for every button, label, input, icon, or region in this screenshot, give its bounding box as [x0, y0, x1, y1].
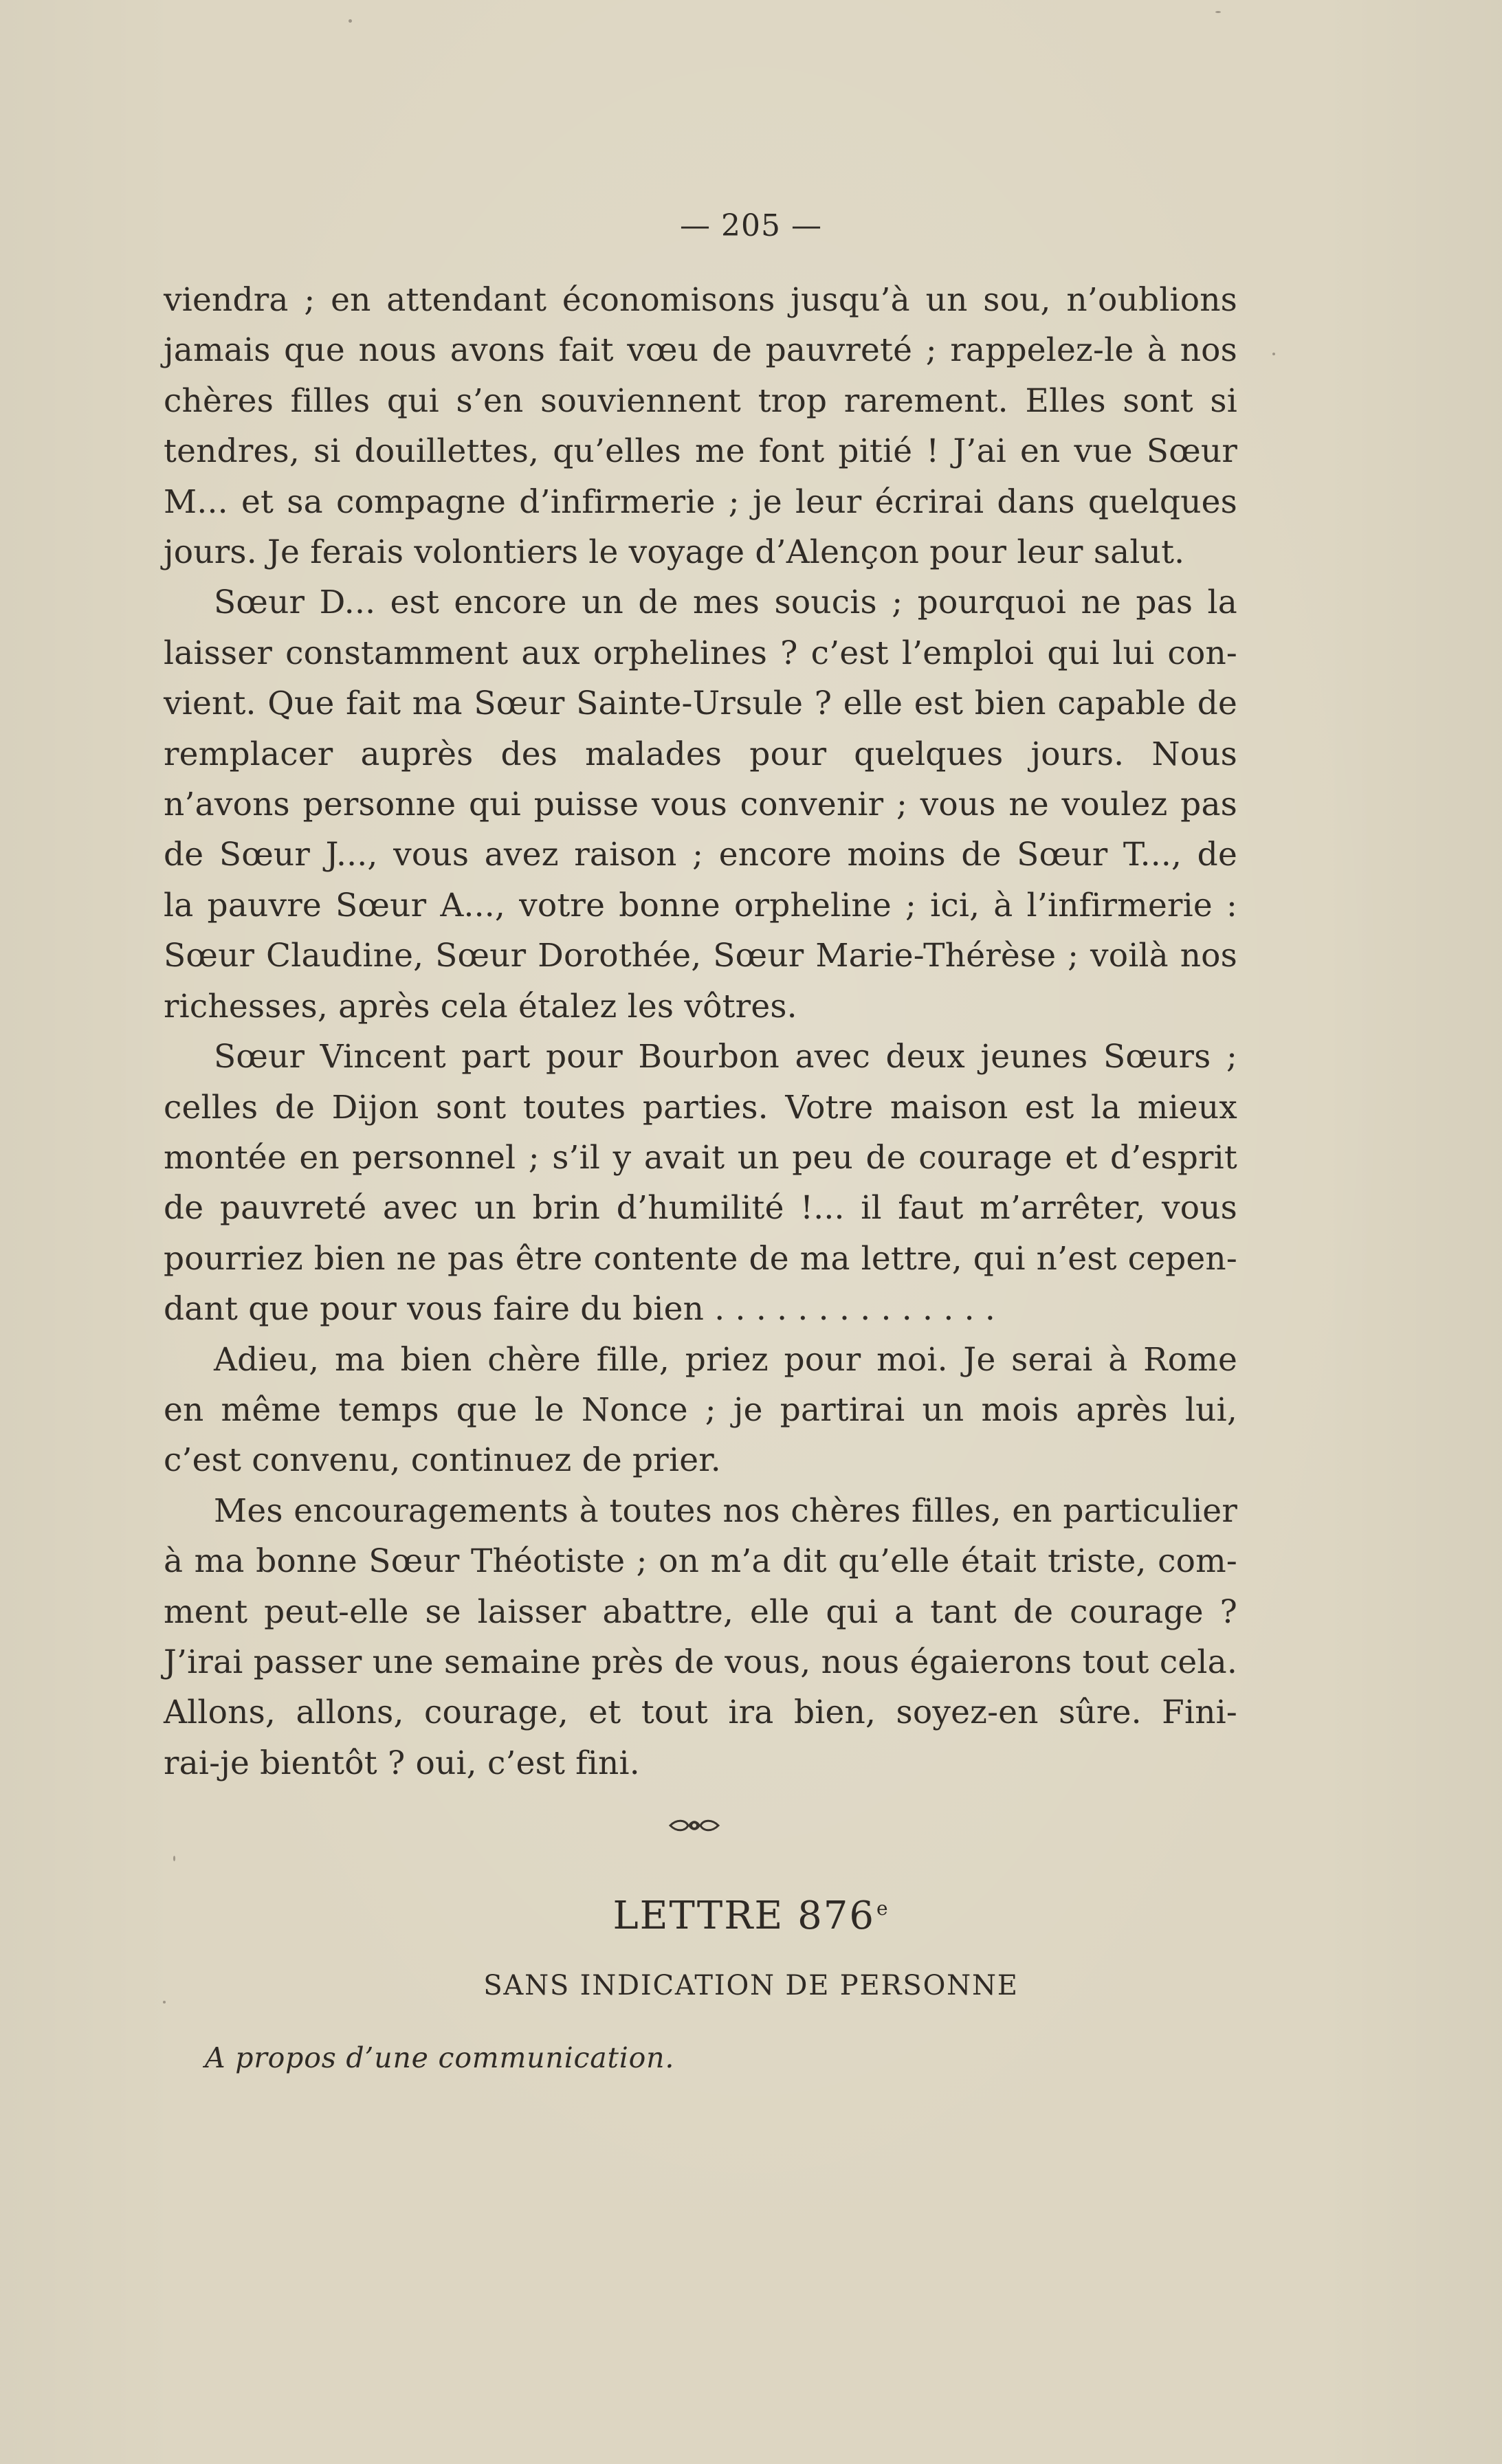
body-line-13: la pauvre Sœur A..., votre bonne orpheline ; ici, à l’infirmerie : [164, 886, 1237, 924]
body-line-22: Adieu, ma bien chère fille, priez pour moi. Je serai à Rome [214, 1340, 1237, 1379]
body-line-18: montée en personnel ; s’il y avait un peu de courage et d’esprit [164, 1138, 1237, 1177]
body-line-6: jours. Je ferais volontiers le voyage d’Alençon pour leur salut. [164, 533, 1185, 572]
body-line-11: n’avons personne qui puisse vous convenir ; vous ne voulez pas [164, 786, 1237, 824]
body-line-7: Sœur D... est encore un de mes soucis ; pourquoi ne pas la [214, 584, 1237, 622]
page-number: — 205 — [680, 208, 822, 243]
body-line-27: ment peut-elle se laisser abattre, elle qui a tant de courage ? [164, 1592, 1237, 1631]
body-line-15: richesses, après cela étalez les vôtres. [164, 987, 797, 1025]
letter-subtitle: SANS INDICATION DE PERSONNE [483, 1970, 1019, 2001]
letter-body [164, 275, 1237, 1788]
body-line-23: en même temps que le Nonce ; je partirai un mois après lui, [164, 1390, 1237, 1429]
body-line-25: Mes encouragements à toutes nos chères filles, en particulier [214, 1491, 1237, 1530]
body-line-30: rai-je bientôt ? oui, c’est fini. [164, 1744, 640, 1782]
body-line-4: tendres, si douillettes, qu’elles me font pitié ! J’ai en vue Sœur [164, 432, 1237, 471]
body-line-29: Allons, allons, courage, et tout ira bien, soyez-en sûre. Fini- [164, 1694, 1237, 1732]
body-line-8: laisser constamment aux orphelines ? c’est l’emploi qui lui con- [164, 634, 1237, 672]
body-line-10: remplacer auprès des malades pour quelques jours. Nous [164, 735, 1237, 773]
body-line-20: pourriez bien ne pas être contente de ma lettre, qui n’est cepen- [164, 1239, 1237, 1278]
body-line-2: jamais que nous avons fait vœu de pauvreté ; rappelez-le à nos [164, 331, 1237, 370]
body-line-9: vient. Que fait ma Sœur Sainte-Ursule ? elle est bien capable de [164, 685, 1237, 723]
letter-title-text: LETTRE 876 [612, 1894, 875, 1938]
letter-title [0, 1894, 1502, 1938]
body-line-3: chères filles qui s’en souviennent trop rarement. Elles sont si [164, 381, 1237, 420]
body-line-26: à ma bonne Sœur Théotiste ; on m’a dit qu’elle était triste, com- [164, 1542, 1237, 1581]
body-line-5: M... et sa compagne d’infirmerie ; je leur écrirai dans quelques [164, 482, 1237, 521]
paper-speck [173, 1856, 175, 1861]
letter-subject: A propos d’une communication. [205, 2041, 675, 2074]
body-line-16: Sœur Vincent part pour Bourbon avec deux jeunes Sœurs ; [214, 1038, 1237, 1076]
paper-speck [163, 2001, 166, 2004]
letter-title-ordinal-suffix: e [876, 1897, 890, 1920]
paper-speck [1215, 11, 1221, 13]
body-line-19: de pauvreté avec un brin d’humilité !... il faut m’arrêter, vous [164, 1189, 1237, 1228]
body-line-24: c’est convenu, continuez de prier. [164, 1441, 721, 1480]
body-line-17: celles de Dijon sont toutes parties. Votre maison est la mieux [164, 1088, 1237, 1126]
body-line-14: Sœur Claudine, Sœur Dorothée, Sœur Marie-Thérèse ; voilà nos [164, 937, 1237, 975]
paper-speck [349, 19, 352, 23]
body-line-12: de Sœur J..., vous avez raison ; encore moins de Sœur T..., de [164, 836, 1237, 874]
body-line-28: J’irai passer une semaine près de vous, nous égaierons tout cela. [164, 1643, 1237, 1681]
paper-speck [1272, 353, 1275, 355]
fleuron-ornament-icon [667, 1812, 722, 1839]
body-line-21: dant que pour vous faire du bien . . . . . . . . . . . . . . [164, 1290, 996, 1329]
body-line-1: viendra ; en attendant économisons jusqu’à un sou, n’oublions [164, 281, 1237, 319]
